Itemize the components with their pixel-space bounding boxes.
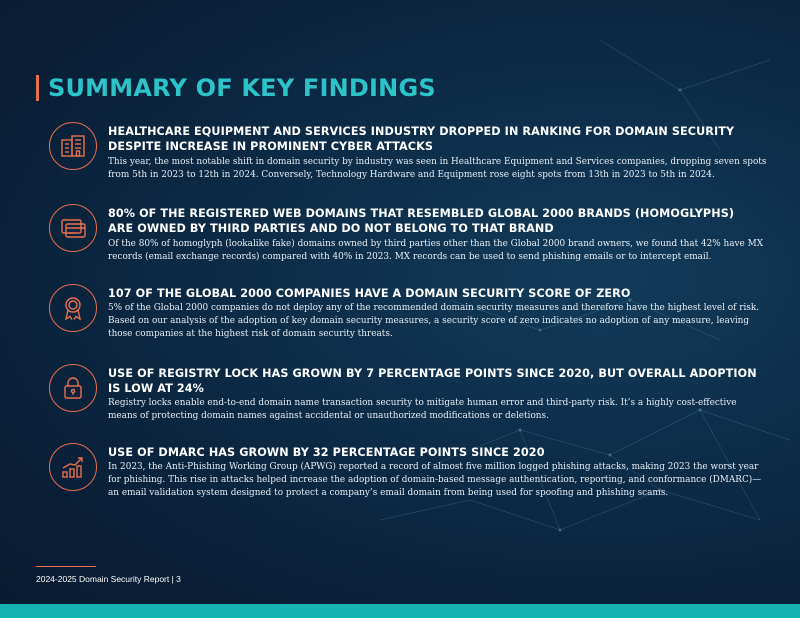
finding-heading: 107 OF THE GLOBAL 2000 COMPANIES HAVE A DOMAIN SECURITY SCORE OF ZERO: [108, 287, 631, 300]
growth-chart-icon: [49, 443, 97, 491]
finding-heading: USE OF REGISTRY LOCK HAS GROWN BY 7 PERCENTAGE POINTS SINCE 2020, BUT OVERALL ADOPTION IS LOW AT 24%: [108, 367, 757, 395]
title-accent-bar: [36, 75, 39, 101]
page-title: SUMMARY OF KEY FINDINGS: [48, 74, 436, 102]
finding-heading: HEALTHCARE EQUIPMENT AND SERVICES INDUSTRY DROPPED IN RANKING FOR DOMAIN SECURITY DESPITE INCREASE IN PROMINENT CYBER ATTACKS: [108, 125, 735, 153]
finding-body: In 2023, the Anti-Phishing Working Group (APWG) reported a record of almost five million logged phishing attacks, making 2023 the worst year for phishing. This rise in attacks helped increase the adoption of domain-based message authentication, reporting, and conformance (DMARC)—an email validation system designed to protect a company’s email domain from being used for spoofing and phishing scams.: [108, 462, 762, 498]
finding-heading: USE OF DMARC HAS GROWN BY 32 PERCENTAGE POINTS SINCE 2020: [108, 446, 545, 459]
footer-divider: [36, 566, 96, 567]
credit-card-icon: [49, 204, 97, 252]
finding-body: Registry locks enable end-to-end domain name transaction security to mitigate human error and third-party risk. It’s a highly cost-effective means of protecting domain names against accidental or unauthorized modifications or deletions.: [108, 398, 737, 421]
award-ribbon-icon: [49, 284, 97, 332]
finding-heading: 80% OF THE REGISTERED WEB DOMAINS THAT RESEMBLED GLOBAL 2000 BRANDS (HOMOGLYPHS) ARE OWNED BY THIRD PARTIES AND DO NOT BELONG TO THAT BRAND: [108, 207, 735, 235]
finding-body: 5% of the Global 2000 companies do not deploy any of the recommended domain security measures and therefore have the highest level of risk. Based on our analysis of the adoption of key domain security measures, a security score of zero indicates no adoption of any measure, leaving those companies at the highest risk of domain security threats.: [108, 303, 760, 339]
bottom-accent-bar: [0, 604, 800, 618]
page-footer: 2024-2025 Domain Security Report | 3: [36, 574, 181, 584]
building-icon: [49, 122, 97, 170]
finding-body: This year, the most notable shift in domain security by industry was seen in Healthcare Equipment and Services companies, dropping seven spots from 5th in 2023 to 12th in 2024. Conversely, Technology Hardware and Equipment rose eight spots from 13th in 2023 to 5th in 2024.: [108, 157, 767, 180]
padlock-icon: [49, 364, 97, 412]
finding-body: Of the 80% of homoglyph (lookalike fake) domains owned by third parties other than the Global 2000 brand owners, we found that 42% have MX records (email exchange records) compared with 40% in 2023. MX records can be used to send phishing emails or to intercept email.: [108, 239, 764, 262]
